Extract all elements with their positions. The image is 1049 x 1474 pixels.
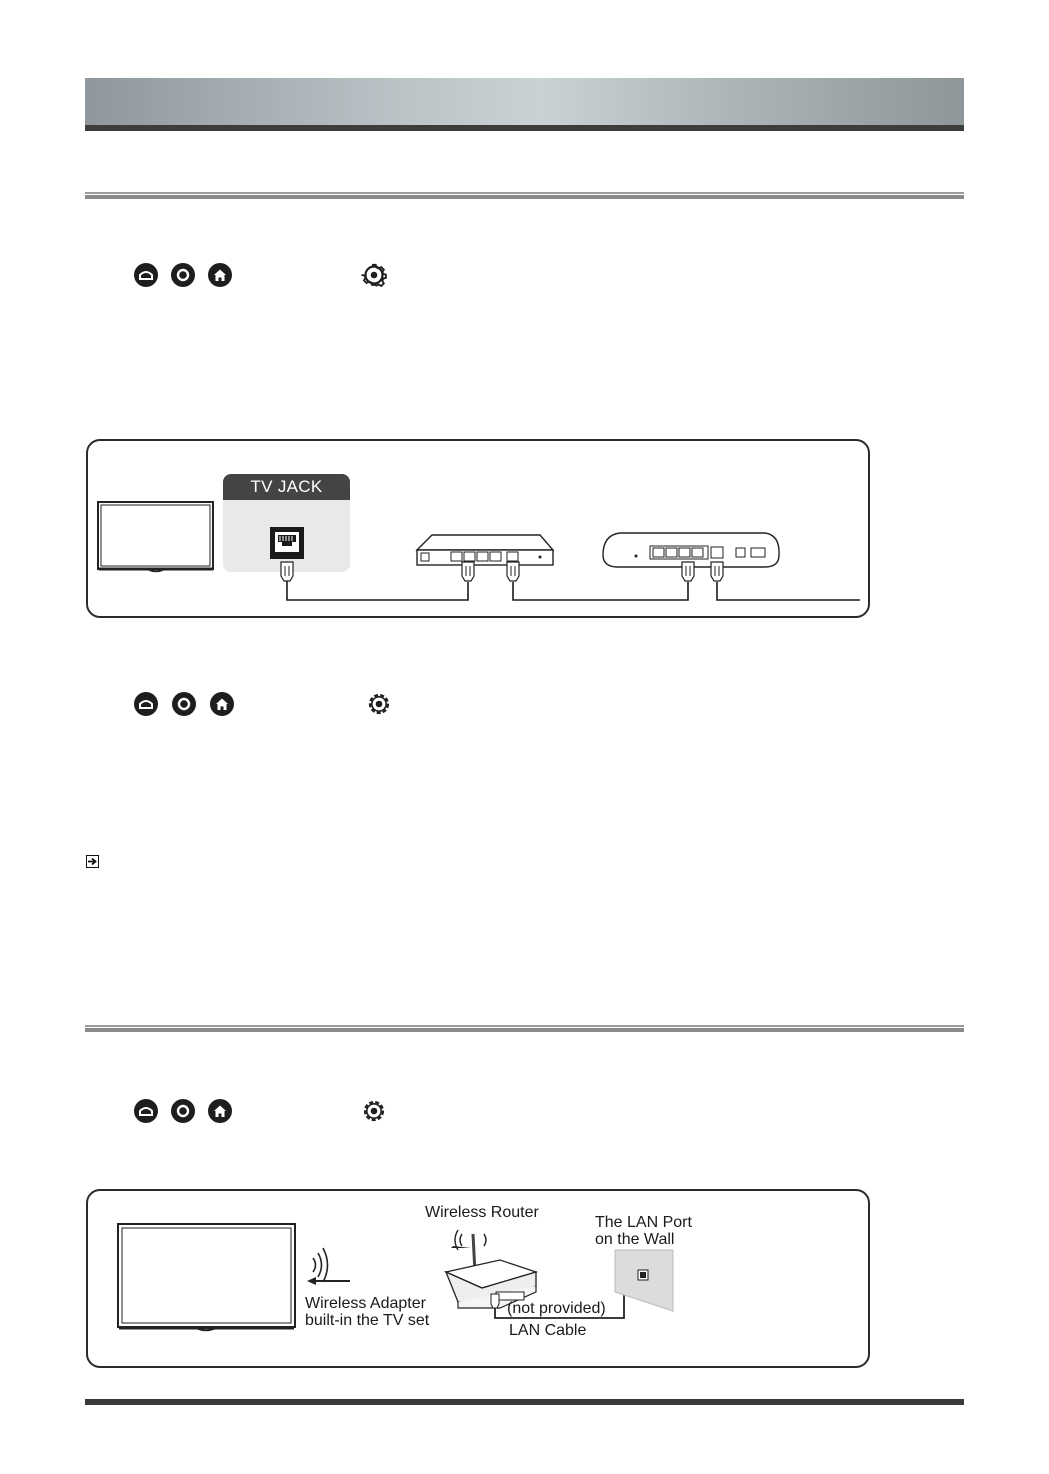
lan-cable-label: LAN Cable [509, 1322, 587, 1339]
gear-icon [366, 691, 392, 717]
wired-cabling-svg [0, 0, 1049, 640]
section-divider-wireless [85, 1025, 964, 1033]
tv-jack-label: TV JACK [223, 474, 350, 500]
house-icon [210, 692, 234, 716]
circle-icon [172, 692, 196, 716]
network-switch [417, 535, 553, 565]
wireless-router-label: Wireless Router [425, 1204, 539, 1221]
house-icon [208, 1099, 232, 1123]
adapter-label-line2: built-in the TV set [305, 1312, 430, 1329]
tv-illustration [118, 1224, 295, 1331]
circle-icon [171, 1099, 195, 1123]
footer-bar [85, 1399, 964, 1405]
remote-buttons-row-3 [134, 1099, 232, 1123]
adapter-label-line1: Wireless Adapter [305, 1295, 426, 1312]
wall-port-label-line1: The LAN Port [595, 1214, 692, 1231]
arrow-right-icon [86, 855, 99, 868]
home-outline-icon [134, 692, 158, 716]
home-outline-icon [134, 1099, 158, 1123]
cable-note-label: (not provided) [507, 1300, 606, 1317]
wireless-router [446, 1230, 536, 1308]
wall-port-label-line2: on the Wall [595, 1231, 675, 1248]
wifi-waves [313, 1248, 328, 1282]
gear-icon [361, 1098, 387, 1124]
remote-buttons-row-2 [134, 692, 234, 716]
